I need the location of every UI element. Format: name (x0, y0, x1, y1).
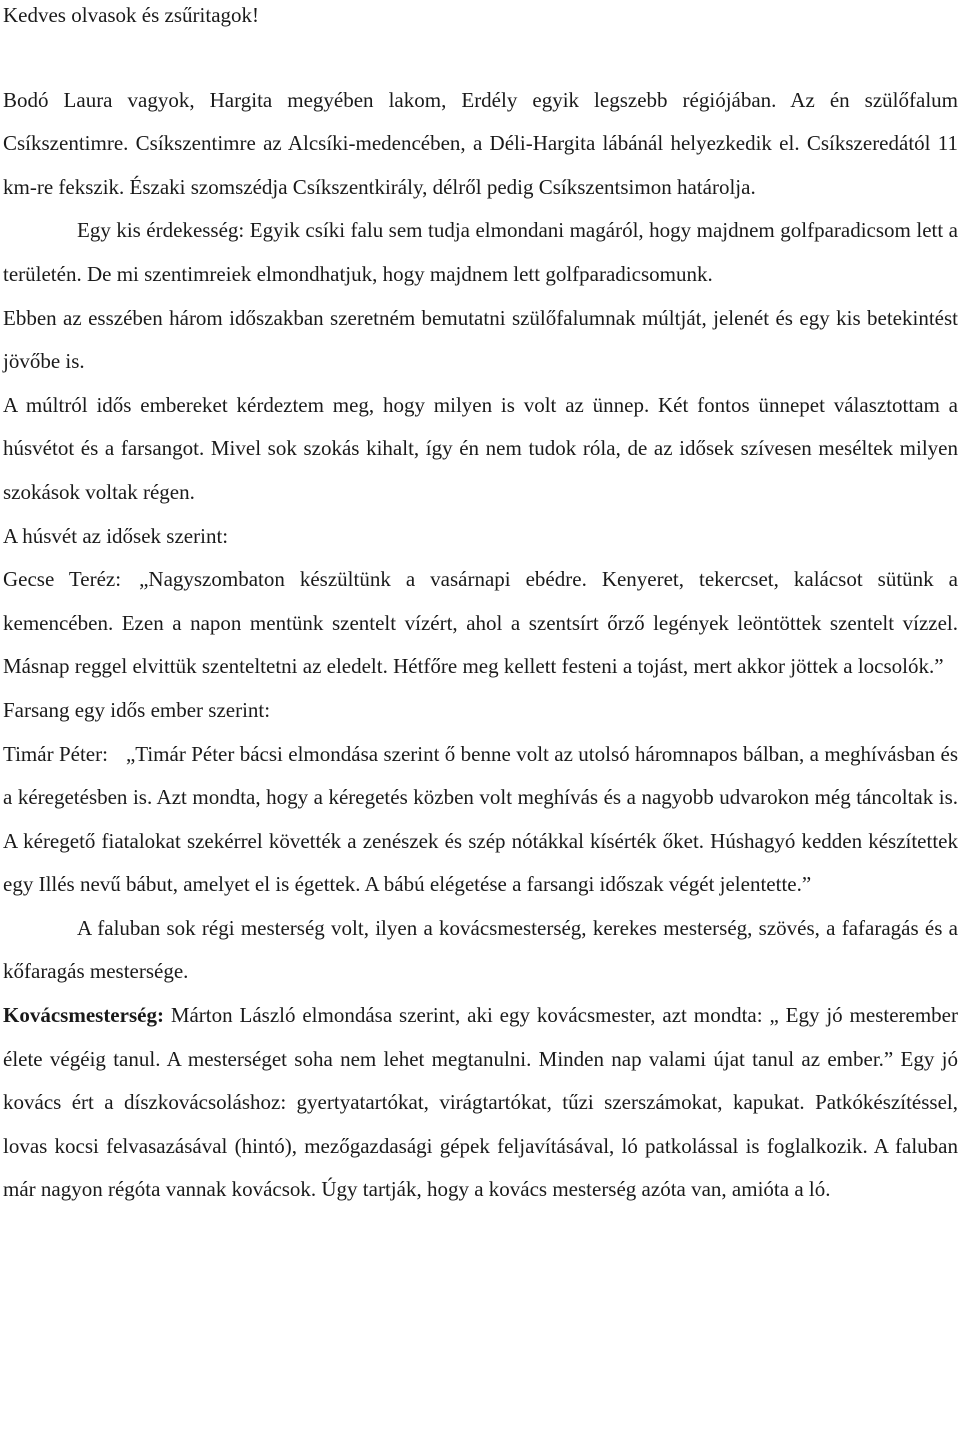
paragraph-intro: Bodó Laura vagyok, Hargita megyében lakom, Erdély egyik legszebb régiójában. Az én szülőfalum Csíkszentimre. Csíkszentimre az Alcsíki-medencében, a Déli-Hargita lábánál helyezkedik el. Csíkszeredától 11 km-re fekszik. Északi szomszédja Csíkszentkirály, délről pedig Csíkszentsimon határolja. (3, 87, 958, 199)
easter-heading: A húsvét az idősek szerint: (3, 523, 229, 548)
paragraph-curiosity: Egy kis érdekesség: Egyik csíki falu sem tudja elmondani magáról, hogy majdnem golfparadicsom lett a területén. De mi szentimreiek elmondhatjuk, hogy majdnem lett golfparadicsomunk. (3, 218, 958, 286)
paragraph-essay: Ebben az esszében három időszakban szeretném bemutatni szülőfalumnak múltját, jelenét és egy kis betekintést jövőbe is. (3, 305, 958, 374)
easter-quote: „Nagyszombaton készültünk a vasárnapi ebédre. Kenyeret, tekercset, kalácsot sütünk a kemencében. Ezen a napon mentünk szentelt vízért, ahol a szentsírt őrző legények leöntöttek szentelt vízzel. Másnap reggel elvittük szenteltetni az eledelt. Hétfőre meg kellett festeni a tojást, mert akkor jöttek a locsolók.” (3, 567, 959, 679)
easter-account (3, 558, 958, 689)
carnival-account (3, 733, 958, 907)
carnival-quote: „Timár Péter bácsi elmondása szerint ő benne volt az utolsó háromnapos bálban, a meghívásban és a kéregetésben is. Azt mondta, hogy a kéregetés közben volt meghívás és a nagyobb udvarokon még táncoltak is. A kéregető fiatalokat szekérrel követték a zenészek és szép nótákkal kísérték őket. Húshagyó kedden készítettek egy Illés nevű bábut, amelyet el is égettek. A bábú elégetése a farsangi időszak végét jelentette.” (3, 741, 958, 897)
greeting: Kedves olvasok és zsűritagok! (3, 3, 260, 27)
paragraph-past: A múltról idős embereket kérdeztem meg, hogy milyen is volt az ünnep. Két fontos ünnepet választottam a húsvétot és a farsangot. Mivel sok szokás kihalt, így én nem tudok róla, de az idősek szívesen meséltek milyen szokások voltak régen. (3, 392, 958, 504)
carnival-heading: Farsang egy idős ember szerint: (3, 697, 271, 722)
easter-speaker: Gecse Teréz: (3, 567, 122, 592)
carnival-speaker: Timár Péter: (3, 741, 108, 766)
smith-label: Kovácsmesterség: (3, 1003, 164, 1028)
paragraph-smith (3, 994, 958, 1212)
paragraph-crafts: A faluban sok régi mesterség volt, ilyen a kovácsmesterség, kerekes mesterség, szövés, a fafaragás és a kőfaragás mestersége. (3, 915, 958, 984)
smith-text: Márton László elmondása szerint, aki egy kovácsmester, azt mondta: „ Egy jó mesterember élete végéig tanul. A mesterséget soha nem lehet megtanulni. Minden nap valami újat tanul az ember.” Egy jó kovács ért a díszkovácsoláshoz: gyertyatartókat, virágtartókat, tűzi szerszámokat, kapukat. Patkókészítéssel, lovas kocsi felvasazásával (hintó), mezőgazdasági gépek feljavításával, ló patkolással is foglalkozik. A faluban már nagyon régóta vannak kovácsok. Úgy tartják, hogy a kovács mesterség azóta van, amióta a ló. (3, 1003, 958, 1202)
document-page (3, 0, 958, 1212)
